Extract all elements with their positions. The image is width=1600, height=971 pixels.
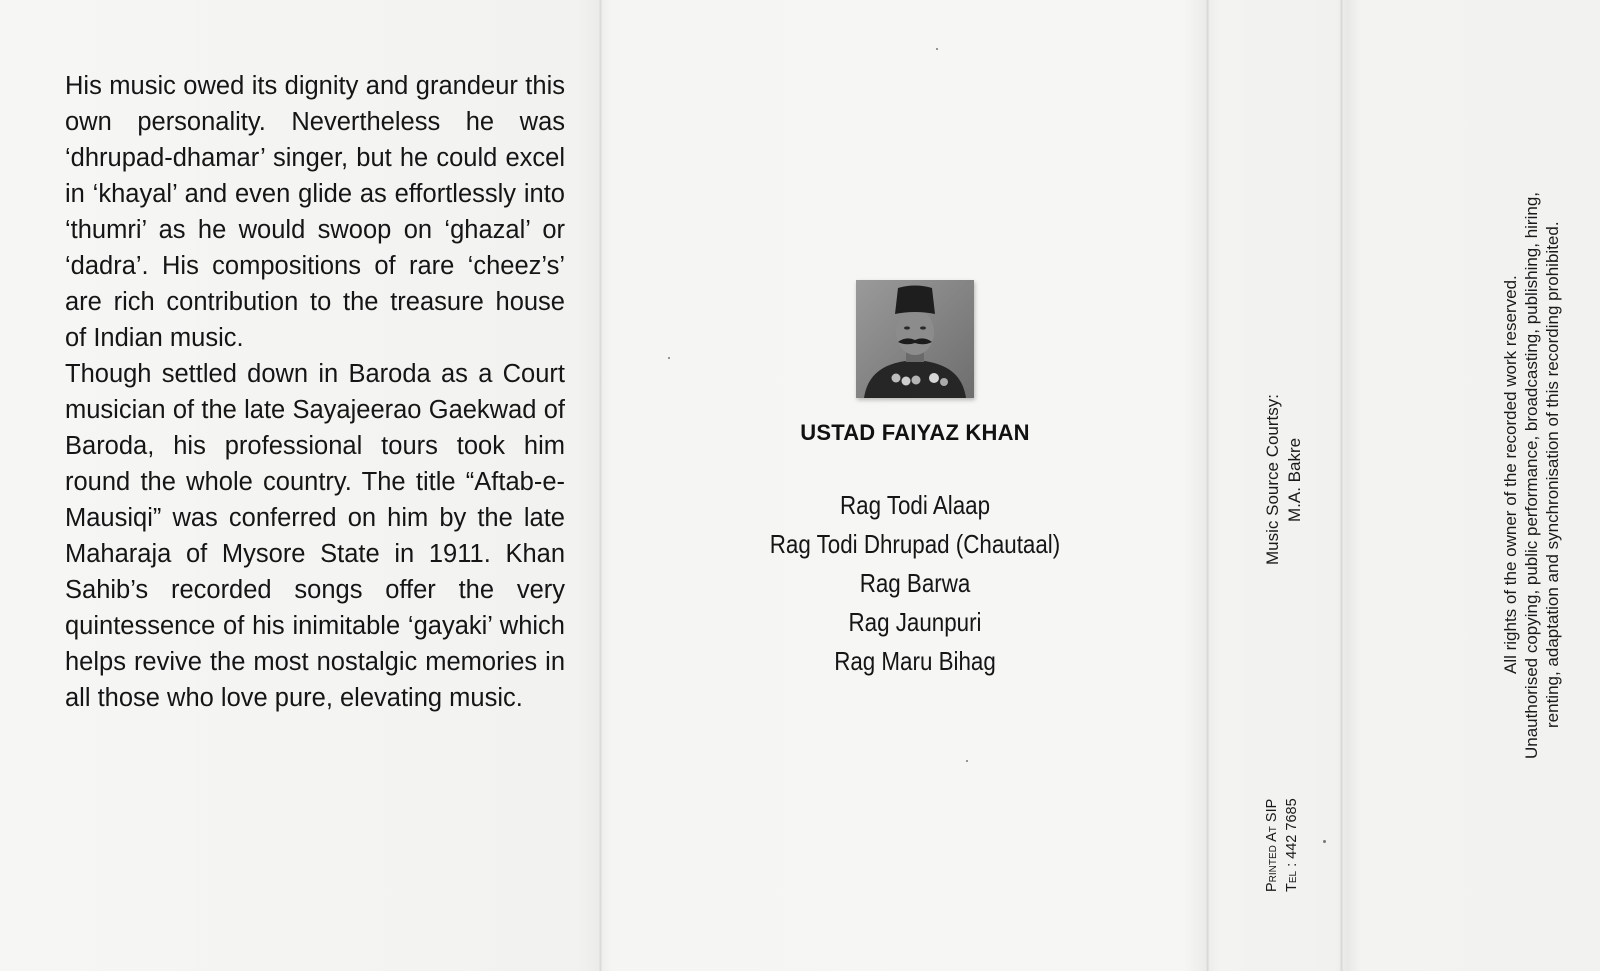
paper-speck [966,760,968,762]
track-item: Rag Todi Dhrupad (Chautaal) [769,529,1061,559]
copyright-notice [1500,150,1563,800]
rights-line: Unauthorised copying, public performance, broadcasting, publishing, hiring, [1522,191,1541,759]
panel-fold [1206,0,1209,971]
paper-speck [1323,840,1326,843]
artist-name: USTAD FAIYAZ KHAN [800,420,1030,445]
cover-panel [700,280,1130,681]
paper-speck [936,48,938,50]
biography-paragraph: His music owed its dignity and grandeur this own personality. Nevertheless he was ‘dhrupad-dhamar’ singer, but he could excel in ‘khayal’ and even glide as effortlessly into ‘thumri’ as he would swoop on ‘ghazal’ or ‘dadra’. His compositions of rare ‘cheez’s’ are rich contribution to the treasure house of Indian music. [65,72,565,352]
panel-fold [1340,0,1343,971]
credit-name: M.A. Bakre [1285,437,1304,523]
printer-phone: Tel : 442 7685 [1284,798,1300,892]
track-item: Rag Todi Alaap [839,490,991,520]
biography-paragraph: Though settled down in Baroda as a Court musician of the late Sayajeerao Gaekwad of Baroda, his professional tours took him round the whole country. The title “Aftab-e-Mausiqi” was conferred on him by the late Maharaja of Mysore State in 1911. Khan Sahib’s recorded songs offer the very quintessence of his inimitable ‘gayaki’ which helps revive the most nostalgic memories in all those who love pure, elevating music. [65,360,565,712]
biography-panel [65,68,565,716]
panel-fold [599,0,602,971]
printer-info [1262,742,1302,892]
artist-portrait [856,280,974,398]
rights-line: All rights of the owner of the recorded work reserved. [1501,275,1520,675]
credit-label: Music Source Courtsy: [1263,394,1282,566]
rights-line: renting, adaptation and synchronisation of this recording prohibited. [1543,221,1562,729]
track-item: Rag Barwa [859,568,971,598]
printer-name: Printed At SIP [1264,798,1280,892]
track-item: Rag Maru Bihag [834,646,996,676]
track-list [730,486,1100,681]
paper-speck [668,357,670,359]
track-item: Rag Jaunpuri [848,607,982,637]
music-source-credit [1262,380,1306,580]
